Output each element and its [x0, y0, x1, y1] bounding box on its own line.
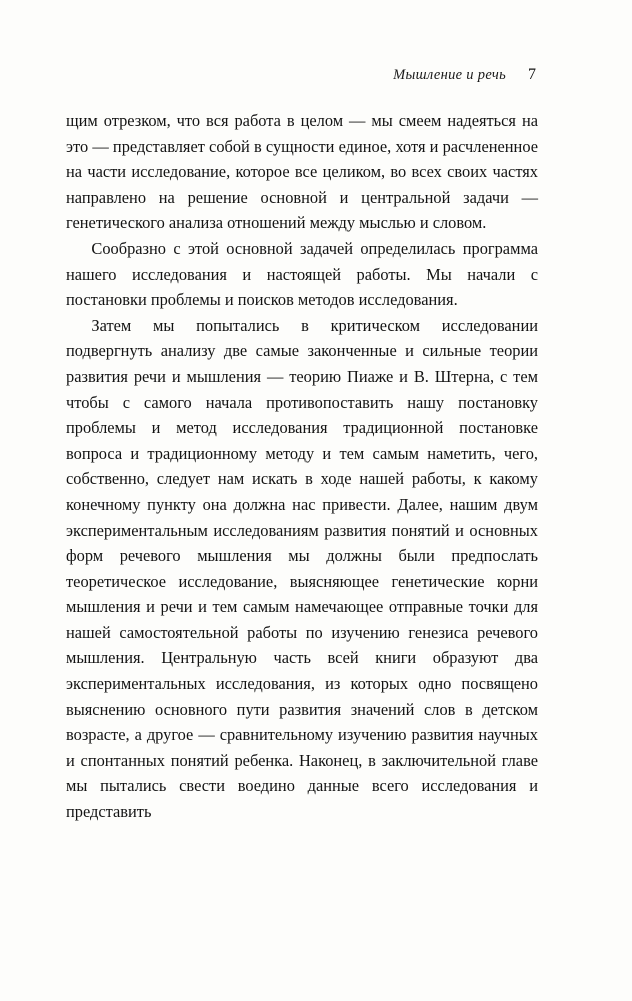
- page-header: [66, 66, 536, 84]
- paragraph: Затем мы попытались в критическом исследовании подвергнуть анализу две самые законченные и сильные теории развития речи и мышления — теорию Пиаже и В. Штерна, с тем чтобы с самого начала противопоставить нашу постановку проблемы и метод исследования традиционной постановке вопроса и традиционному методу и тем самым наметить, чего, собственно, следует нам искать в ходе нашей работы, к какому конечному пункту она должна нас привести. Далее, нашим двум экспериментальным исследованиям развития понятий и основных форм речевого мышления мы должны были предпослать теоретическое исследование, выясняющее генетические корни мышления и речи и тем самым намечающее отправные точки для нашей самостоятельной работы по изучению генезиса речевого мышления. Центральную часть всей книги образуют два экспериментальных исследования, из которых одно посвящено выяснению основного пути развития значений слов в детском возрасте, а другое — сравнительному изучению развития научных и спонтанных понятий ребенка. Наконец, в заключительной главе мы пытались свести воедино данные всего исследования и представить: [66, 315, 538, 822]
- running-title: Мышление и речь: [393, 67, 506, 83]
- paragraph: Сообразно с этой основной задачей определилась программа нашего исследования и настоящей работы. Мы начали с постановки проблемы и поисков методов исследования.: [66, 238, 538, 310]
- page-number: 7: [528, 66, 536, 83]
- paragraph: щим отрезком, что вся работа в целом — мы смеем надеяться на это — представляет собой в сущности единое, хотя и расчлененное на части исследование, которое все целиком, во всех своих частях направлено на решение основной и центральной задачи — генетического анализа отношений между мыслью и словом.: [66, 111, 538, 233]
- page-body: [66, 108, 538, 825]
